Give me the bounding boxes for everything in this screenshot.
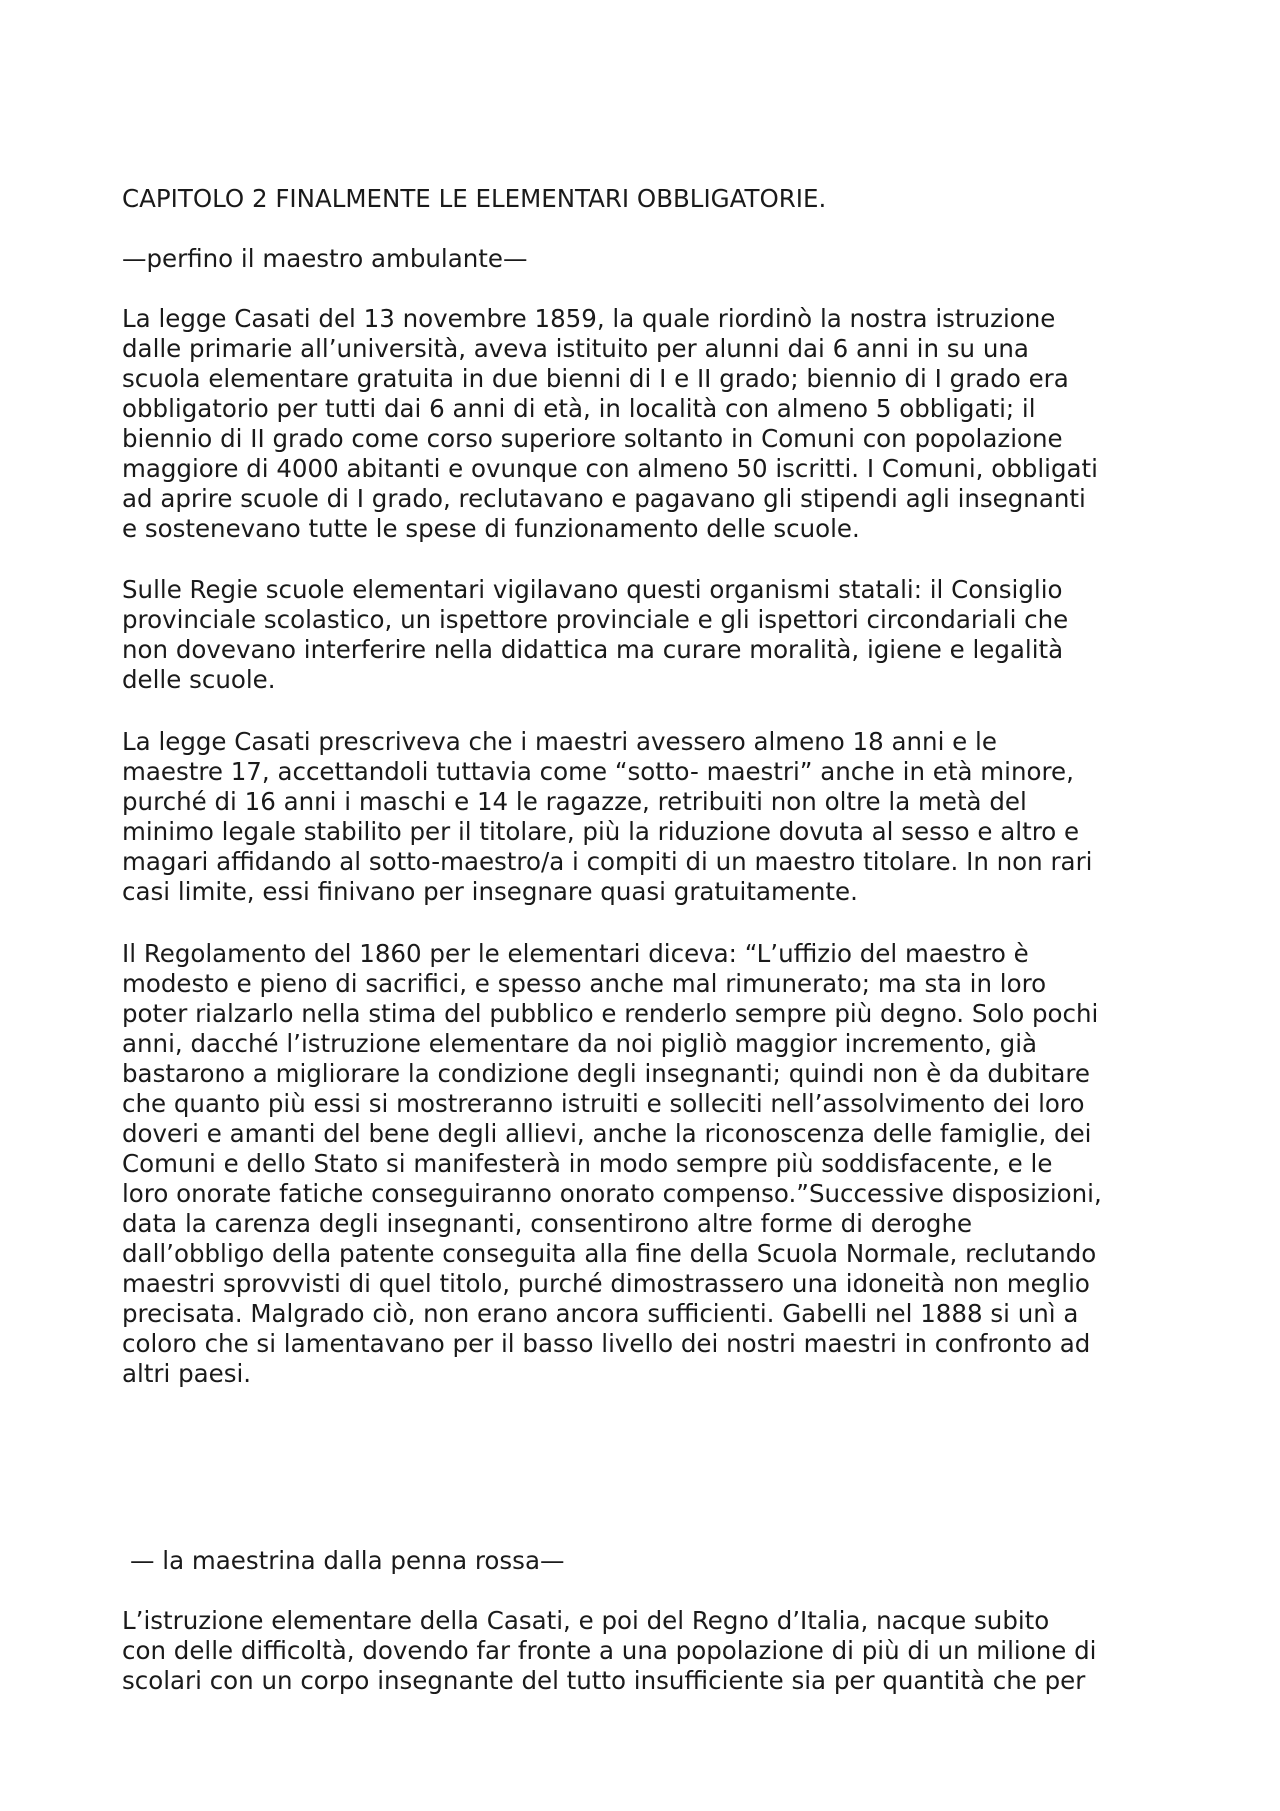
section-subtitle-ambulante: —perfino il maestro ambulante— bbox=[122, 244, 528, 273]
paragraph-legge-casati: La legge Casati del 13 novembre 1859, la quale riordinò la nostra istruzione dalle primarie all’università, aveva istituito per alunni dai 6 anni in su una scuola elementare gratuita in due bienni di I e II grado; biennio di I grado era obbligatorio per tutti dai 6 anni di età, in località con almeno 5 obbligati; il biennio di II grado come corso superiore soltanto in Comuni con popolazione maggiore di 4000 abitanti e ovunque con almeno 50 iscritti. I Comuni, obbligati ad aprire scuole di I grado, reclutavano e pagavano gli stipendi agli insegnanti e sostenevano tutte le spese di funzionamento delle scuole. bbox=[122, 304, 1098, 543]
paragraph-eta-maestri: La legge Casati prescriveva che i maestri avessero almeno 18 anni e le maestre 17, accettandoli tuttavia come “sotto- maestri” anche in età minore, purché di 16 anni i maschi e 14 le ragazze, retribuiti non oltre la metà del minimo legale stabilito per il titolare, più la riduzione dovuta al sesso e altro e magari affidando al sotto-maestro/a i compiti di un maestro titolare. In non rari casi limite, essi finivano per insegnare quasi gratuitamente. bbox=[122, 727, 1093, 906]
paragraph-regie-scuole: Sulle Regie scuole elementari vigilavano questi organismi statali: il Consiglio provinciale scolastico, un ispettore provinciale e gli ispettori circondariali che non dovevano interferire nella didattica ma curare moralità, igiene e legalità delle scuole. bbox=[122, 575, 1069, 694]
chapter-title: CAPITOLO 2 FINALMENTE LE ELEMENTARI OBBLIGATORIE. bbox=[122, 184, 827, 213]
paragraph-istruzione-elementare: L’istruzione elementare della Casati, e poi del Regno d’Italia, nacque subito con delle difficoltà, dovendo far fronte a una popolazione di più di un milione di scolari con un corpo insegnante del tutto insufficiente sia per quantità che per bbox=[122, 1606, 1097, 1695]
section-subtitle-maestrina: — la maestrina dalla penna rossa— bbox=[130, 1546, 565, 1575]
paragraph-regolamento-1860: Il Regolamento del 1860 per le elementari diceva: “L’uffizio del maestro è modesto e pieno di sacrifici, e spesso anche mal rimunerato; ma sta in loro poter rialzarlo nella stima del pubblico e renderlo sempre più degno. Solo pochi anni, dacché l’istruzione elementare da noi pigliò maggior incremento, già bastarono a migliorare la condizione degli insegnanti; quindi non è da dubitare che quanto più essi si mostreranno istruiti e solleciti nell’assolvimento dei loro doveri e amanti del bene degli allievi, anche la riconoscenza delle famiglie, dei Comuni e dello Stato si manifesterà in modo sempre più soddisfacente, e le loro onorate fatiche conseguiranno onorato compenso.”Successive disposizioni, data la carenza degli insegnanti, consentirono altre forme di deroghe dall’obbligo della patente conseguita alla fine della Scuola Normale, reclutando maestri sprovvisti di quel titolo, purché dimostrassero una idoneità non meglio precisata. Malgrado ciò, non erano ancora sufficienti. Gabelli nel 1888 si unì a coloro che si lamentavano per il basso livello dei nostri maestri in confronto ad altri paesi. bbox=[122, 939, 1102, 1388]
